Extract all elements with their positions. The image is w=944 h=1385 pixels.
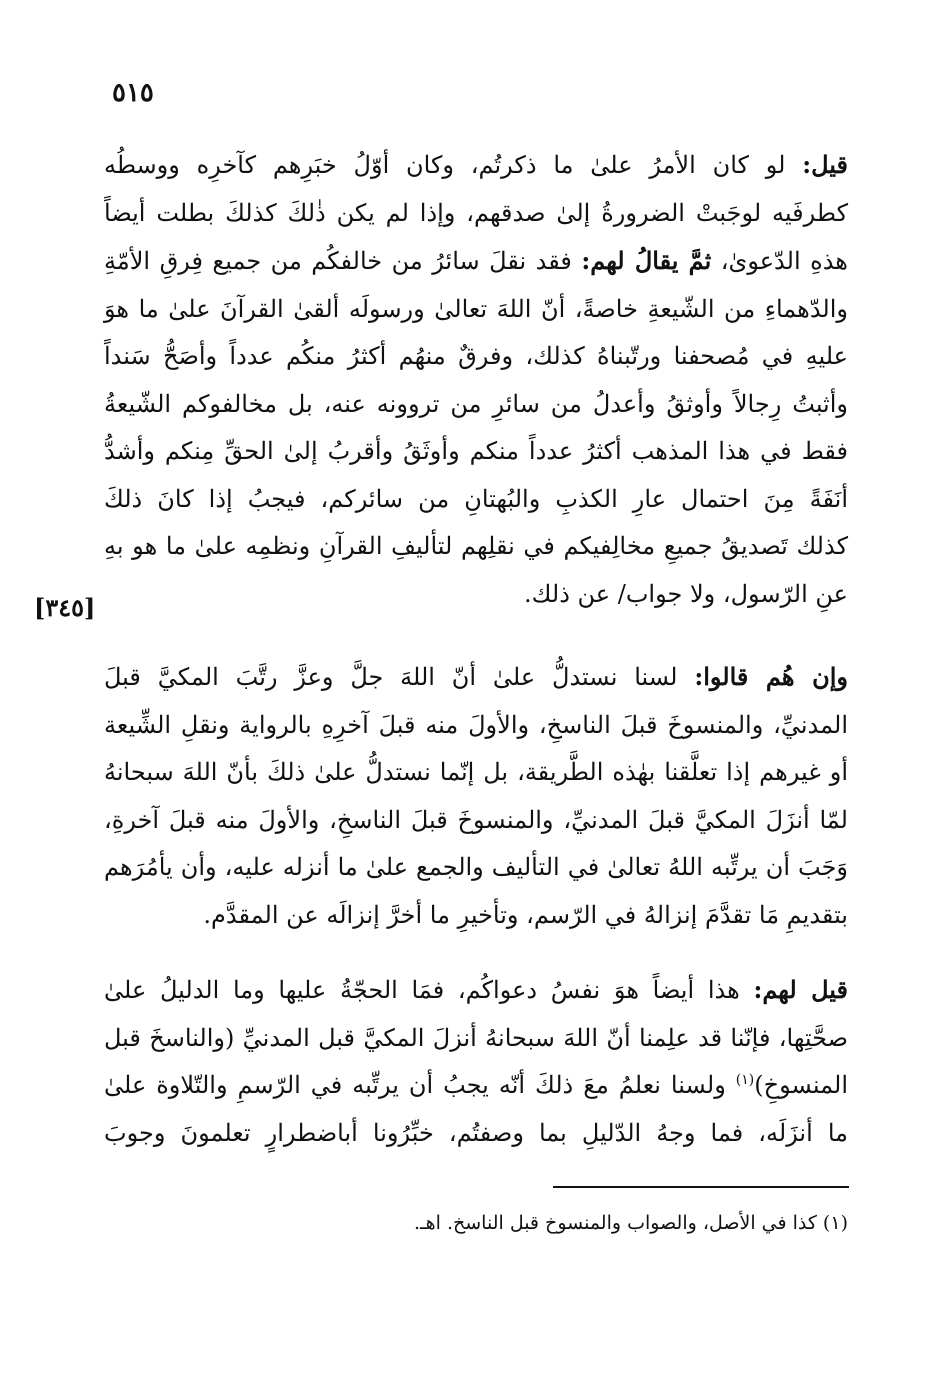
paragraph-3-line-3-b: ولسنا نعلمُ معَ ذلكَ أنّه يجبُ أن يرتِّبه في الرّسمِ والتّلاوة علىٰ: [104, 1071, 726, 1099]
paragraph-2-line-1-text: لسنا نستدلُّ علىٰ أنّ اللهَ جلَّ وعزَّ رتَّبَ المكيَّ قبلَ: [104, 663, 678, 691]
paragraph-2-line-2: المدنيِّ، والمنسوخَ قبلَ الناسخِ، والأولَ منه قبلَ آخرِهِ بالرواية ونقلِ الشِّيعة: [104, 710, 848, 739]
page-number: ٥١٥: [112, 78, 154, 108]
paragraph-2-line-6: بتقديمِ مَا تقدَّمَ إنزالهُ في الرّسم، وتأخيرِ ما أخرَّ إنزالَه عن المقدَّم.: [203, 900, 848, 929]
paragraph-2-line-3: أو غيرهم إذا تعلَّقنا بهٰذه الطَّريقة، بل إنّما نستدلُّ علىٰ ذلكَ بأنّ اللهَ سبحانهُ: [104, 758, 848, 786]
paragraph-1-line-1: [104, 141, 848, 190]
paragraph-3-line-1: [104, 966, 848, 1015]
paragraph-1-line-7: فقط في هذا المذهب أكثرُ عدداً منكم وأوثَقُ وأقربُ إلىٰ الحقِّ مِنكم وأشدُّ: [104, 437, 848, 465]
paragraph-1-lead: قيل:: [802, 150, 848, 179]
paragraph-1-line-5: عليهِ في مُصحفنا ورتّبناهُ كذلك، وفرقٌ منهُم أكثرُ منكُم عدداً وأصَحُّ سَنداً: [104, 342, 848, 370]
paragraph-2-line-4: لمّا أنزَلَ المكيَّ قبلَ المدنيِّ، والمنسوخَ قبلَ الناسخِ، والأولَ منه قبلَ آخرةِ،: [104, 805, 848, 834]
paragraph-2-line-5: وَجَبَ أن يرتِّبه اللهُ تعالىٰ في التأليف والجمع علىٰ ما أنزله عليه، وأن يأمُرَهم: [104, 853, 848, 881]
paragraph-1-line-2: كطرفَيه لوجَبتْ الضرورةُ إلىٰ صدقهم، وإذا لم يكن ذٰلكَ كذلكَ بطلت أيضاً: [104, 198, 848, 227]
paragraph-2-lead: وإن هُم قالوا:: [694, 662, 848, 691]
paragraph-1-line-3-bold: ثمَّ يقالُ لهم:: [581, 246, 712, 275]
paragraph-1-line-3: [104, 237, 848, 286]
margin-page-reference: [٣٤٥]: [34, 593, 96, 622]
paragraph-1: [104, 141, 848, 618]
footnote: (١) كذا في الأصل، والصواب والمنسوخ قبل الناسخ. اهـ.: [414, 1212, 848, 1234]
paragraph-2: [104, 653, 848, 939]
paragraph-3-line-2: صحَّتِها، فإنّنا قد علِمنا أنّ اللهَ سبحانهُ أنزلَ المكيَّ قبل المدنيِّ (والناسخَ قبل: [104, 1023, 848, 1052]
paragraph-3-line-3: [104, 1062, 848, 1110]
paragraph-1-line-4: والدّهماءِ من الشّيعةِ خاصةً، أنّ اللهَ تعالىٰ ورسولَه ألقىٰ القرآنَ علىٰ ما هوَ: [104, 294, 848, 323]
paragraph-3-line-1-text: هذا أيضاً هوَ نفسُ دعواكُم، فمَا الحجّةُ عليها وما الدليلُ علىٰ: [104, 976, 740, 1004]
footnote-marker: (١): [735, 1072, 755, 1088]
paragraph-1-line-3-a: هذهِ الدّعوىٰ،: [720, 247, 848, 275]
paragraph-3-line-3-a: المنسوخِ): [754, 1071, 848, 1099]
paragraph-1-line-10: عنِ الرّسول، ولا جواب/ عن ذلك.: [524, 579, 848, 608]
paragraph-3-lead: قيل لهم:: [753, 975, 848, 1004]
paragraph-1-line-3-b: فقد نقلَ سائرُ من خالفكُم من جميع فِرقِ الأمّةِ: [104, 247, 572, 275]
paragraph-1-line-6: وأثبتُ رِجالاً وأوثقُ وأعدلُ من سائرِ من تروونه عنه، بل مخالفوكم الشّيعةُ: [104, 389, 848, 418]
paragraph-1-line-8: أنَفَةً مِنَ احتمال عارِ الكذبِ والبُهتانِ من سائركم، فيجبُ إذا كانَ ذلكَ: [104, 484, 848, 513]
paragraph-3-line-4: ما أنزَلَه، فما وجهُ الدّليلِ بما وصفتُم، خبِّرُونا أباضطرارٍ تعلمونَ وجوبَ: [104, 1118, 848, 1147]
paragraph-1-line-1-text: لو كان الأمرُ علىٰ ما ذكرتُم، وكان أوّلُ خبَرِهم كآخرِه ووسطُه: [104, 151, 786, 179]
footnote-separator: [553, 1186, 849, 1188]
paragraph-2-line-1: [104, 653, 848, 702]
paragraph-3: [104, 966, 848, 1157]
paragraph-1-line-9: كذلك تَصديقُ جميعِ مخالِفيكم في نقلِهم لتأليفِ القرآنِ ونظمِه علىٰ ما هو بهِ: [104, 532, 848, 560]
